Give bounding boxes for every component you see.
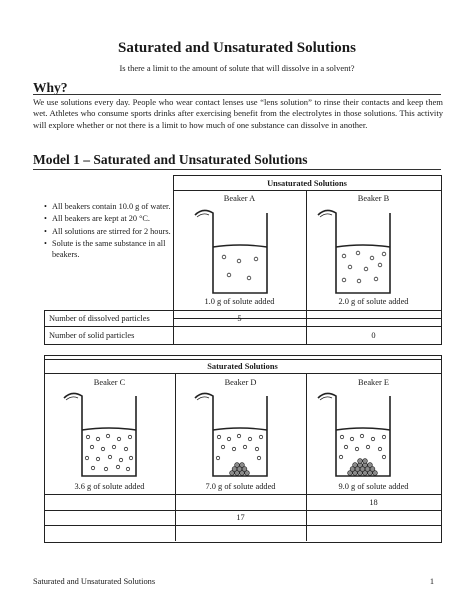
beaker-d-label: Beaker D: [224, 378, 257, 387]
beaker-a-dissolved: 5: [237, 314, 242, 323]
row-label-solid: Number of solid particles: [49, 331, 135, 340]
page-subtitle: Is there a limit to the amount of solute that will dissolve in a solvent?: [119, 63, 355, 73]
saturated-header: Saturated Solutions: [207, 362, 278, 371]
table-line: [44, 510, 441, 511]
beaker-d-caption: 7.0 g of solute added: [205, 482, 276, 491]
unsaturated-header: Unsaturated Solutions: [267, 179, 347, 188]
beaker-e-icon: [314, 386, 410, 478]
beaker-d-icon: [191, 386, 287, 478]
page-number: 1: [429, 577, 434, 586]
conditions-list: [44, 202, 174, 262]
beaker-b-icon: [314, 203, 410, 295]
beaker-d-value: 17: [236, 513, 245, 522]
table-line: [306, 373, 307, 541]
beaker-b-caption: 2.0 g of solute added: [338, 297, 409, 306]
beaker-e-label: Beaker E: [358, 378, 389, 387]
beaker-c-label: Beaker C: [93, 378, 126, 387]
table-line: [44, 525, 441, 526]
condition-item: • Solute is the same substance in all beakers.: [44, 239, 174, 261]
row-label-dissolved: Number of dissolved particles: [49, 314, 150, 323]
table-line: [44, 326, 441, 327]
beaker-e-dissolved: 18: [369, 498, 378, 507]
page-title: Saturated and Unsaturated Solutions: [118, 40, 356, 56]
footer-title: Saturated and Unsaturated Solutions: [33, 577, 156, 586]
beaker-a-label: Beaker A: [223, 194, 256, 203]
table-line: [44, 373, 441, 374]
model-divider: [33, 169, 441, 170]
table-line: [44, 359, 441, 360]
beaker-c-caption: 3.6 g of solute added: [74, 482, 145, 491]
table-line: [44, 494, 441, 495]
beaker-a-caption: 1.0 g of solute added: [204, 297, 275, 306]
why-divider: [33, 94, 441, 95]
beaker-a-icon: [191, 203, 287, 295]
condition-item: • All solutions are stirred for 2 hours.: [44, 227, 174, 238]
why-paragraph: We use solutions every day. People who wear contact lenses use “lens solution” to rinse their contacts and keep them wet. Athletes who consume sports drinks after exercising benefit from the electrolytes in those solutions. This activity will explore whether or not there is a limit to how much of one substance can dissolve in another.: [33, 97, 443, 130]
condition-item: • All beakers contain 10.0 g of water.: [44, 202, 174, 213]
beaker-c-icon: [60, 386, 156, 478]
beaker-b-label: Beaker B: [357, 194, 390, 203]
why-heading: Why?: [33, 80, 68, 95]
model-heading: Model 1 – Saturated and Unsaturated Solutions: [33, 152, 308, 167]
beaker-e-caption: 9.0 g of solute added: [338, 482, 409, 491]
beaker-b-solid: 0: [371, 331, 376, 340]
condition-item: • All beakers are kept at 20 °C.: [44, 214, 174, 225]
table-line: [173, 190, 441, 191]
